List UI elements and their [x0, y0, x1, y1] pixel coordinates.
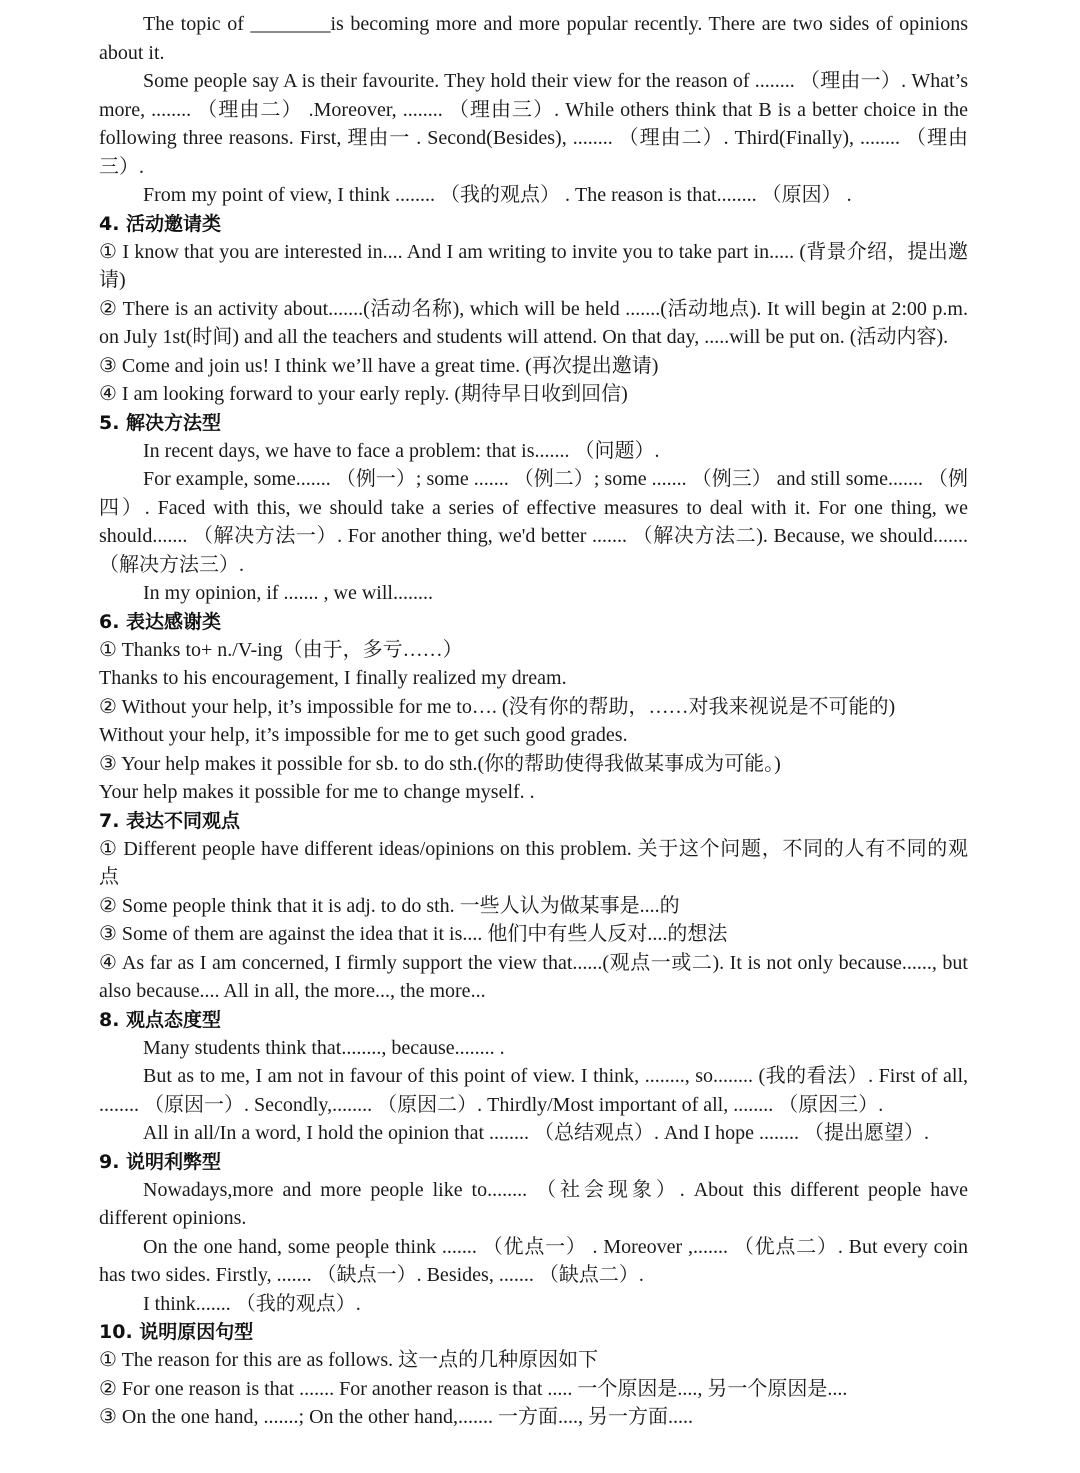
paragraph: ④ I am looking forward to your early reply. (期待早日收到回信): [99, 383, 628, 405]
section-heading: 4. 活动邀请类: [99, 212, 222, 235]
paragraph: I think....... （我的观点）.: [143, 1292, 361, 1315]
paragraph: Many students think that........, because........ .: [143, 1036, 505, 1059]
paragraph: ③ Your help makes it possible for sb. to do sth.(你的帮助使得我做某事成为可能。): [99, 752, 781, 775]
paragraph: ② Some people think that it is adj. to do sth. 一些人认为做某事是....的: [99, 894, 680, 917]
paragraph: The topic of ________is becoming more and more popular recently. There are two sides of opinions about it.: [99, 13, 968, 64]
paragraph: ③ Come and join us! I think we’ll have a great time. (再次提出邀请): [99, 354, 659, 377]
paragraph: ① The reason for this are as follows. 这一点的几种原因如下: [99, 1349, 599, 1371]
paragraph: ① I know that you are interested in.... And I am writing to invite you to take part in..... (背景介绍，提出邀请): [99, 240, 968, 291]
paragraph: ② For one reason is that ....... For another reason is that ..... 一个原因是...., 另一个原因是....: [99, 1377, 848, 1400]
paragraph: ① Thanks to+ n./V-ing（由于，多亏……）: [99, 638, 463, 661]
paragraph: All in all/In a word, I hold the opinion that ........ （总结观点）. And I hope ........ （提出愿望）.: [143, 1122, 930, 1144]
section-heading: 8. 观点态度型: [99, 1008, 222, 1031]
paragraph: ② There is an activity about.......(活动名称), which will be held .......(活动地点). It will begin at 2:00 p.m. on July 1st(时间) and all the teachers and students will attend. On that day, .....will be put on. (活动内容).: [99, 297, 968, 348]
paragraph: In recent days, we have to face a problem: that is....... （问题）.: [143, 439, 660, 462]
paragraph: Nowadays,more and more people like to........ （社会现象）. About this different people have different opinions.: [99, 1178, 968, 1229]
paragraph: For example, some....... （例一）; some ....... （例二）; some ....... （例三） and still some....... （例四）. Faced with this, we should take a series of effective measures to deal with it. For one thing, we should....... （解决方法一）. For another thing, we'd better ....... （解决方法二). Because, we should....... （解决方法三）.: [99, 468, 968, 576]
section-heading: 7. 表达不同观点: [99, 809, 241, 832]
paragraph: ④ As far as I am concerned, I firmly support the view that......(观点一或二). It is not only because......, but also because.... All in all, the more..., the more...: [99, 951, 968, 1002]
section-heading: 10. 说明原因句型: [99, 1321, 254, 1343]
paragraph: Thanks to his encouragement, I finally realized my dream.: [99, 667, 567, 689]
paragraph: Your help makes it possible for me to change myself. .: [99, 781, 535, 803]
section-heading: 9. 说明利弊型: [99, 1150, 222, 1173]
paragraph: ③ On the one hand, .......; On the other hand,....... 一方面...., 另一方面.....: [99, 1406, 693, 1428]
paragraph: On the one hand, some people think ....... （优点一） . Moreover ,....... （优点二）. But every coin has two sides. Firstly, ....... （缺点一）. Besides, ....... （缺点二）.: [99, 1235, 968, 1286]
paragraph: In my opinion, if ....... , we will........: [143, 582, 433, 604]
paragraph: ① Different people have different ideas/opinions on this problem. 关于这个问题，不同的人有不同的观点: [99, 837, 968, 888]
paragraph: Without your help, it’s impossible for me to get such good grades.: [99, 724, 628, 746]
paragraph: ② Without your help, it’s impossible for me to…. (没有你的帮助，……对我来视说是不可能的): [99, 695, 896, 718]
paragraph: But as to me, I am not in favour of this point of view. I think, ........, so........ (我的看法）. First of all, ........ （原因一）. Secondly,........ （原因二）. Thirdly/Most important of all, ........ （原因三）.: [99, 1065, 968, 1116]
paragraph: Some people say A is their favourite. They hold their view for the reason of ........ （理由一）. What’s more, ........ （理由二） .Moreover, ........ （理由三）. While others think that B is a better choice in the following three reasons. First, 理由一 . Second(Besides), ........ （理由二）. Third(Finally), ........ （理由三）.: [99, 70, 968, 178]
section-heading: 5. 解决方法型: [99, 411, 222, 434]
paragraph: ③ Some of them are against the idea that it is.... 他们中有些人反对....的想法: [99, 923, 728, 945]
section-heading: 6. 表达感谢类: [99, 610, 222, 633]
paragraph: From my point of view, I think ........ （我的观点） . The reason is that........ （原因） .: [143, 184, 852, 206]
